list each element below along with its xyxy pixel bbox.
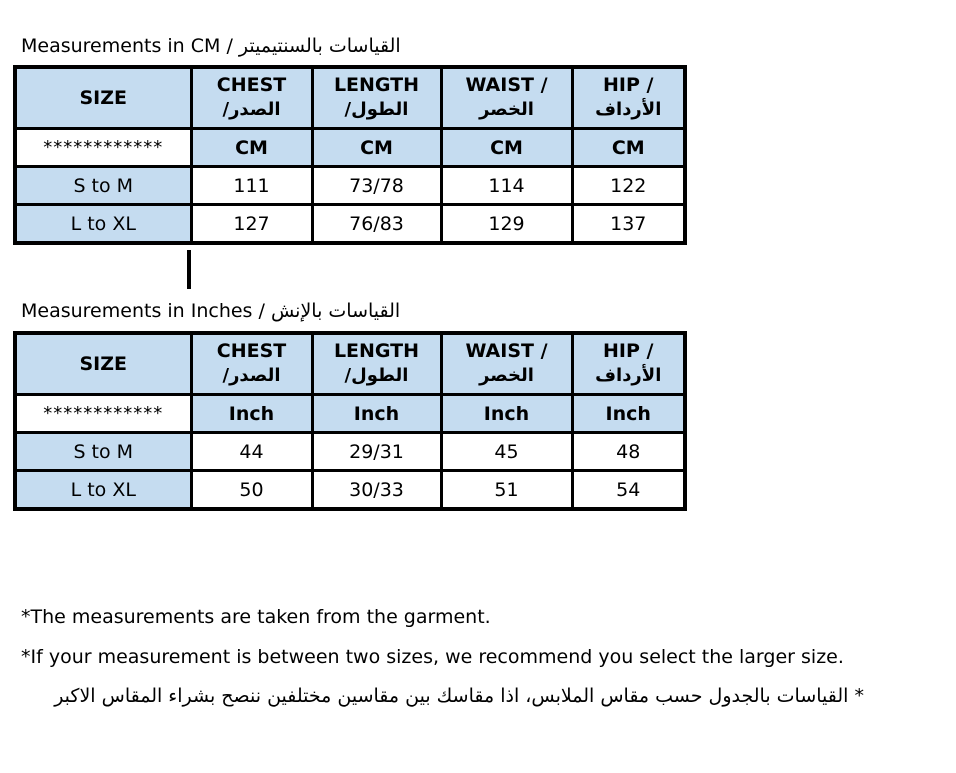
waist-value: 129 <box>441 205 572 244</box>
hip-value: 48 <box>572 433 685 471</box>
table-row <box>15 433 685 471</box>
unit-cell: Inch <box>441 395 572 433</box>
header-waist: WAIST / الخصر <box>441 333 572 395</box>
length-value: 73/78 <box>312 167 441 205</box>
header-hip: HIP / الأرداف <box>572 67 685 129</box>
header-size: SIZE <box>15 67 191 129</box>
chest-value: 44 <box>191 433 312 471</box>
chest-value: 111 <box>191 167 312 205</box>
inch-caption <box>21 299 400 323</box>
unit-cell: Inch <box>191 395 312 433</box>
hip-value: 122 <box>572 167 685 205</box>
cm-caption <box>21 34 401 58</box>
size-label: S to M <box>15 433 191 471</box>
waist-value: 51 <box>441 471 572 510</box>
note-size-recommendation: *If your measurement is between two sizes, we recommend you select the larger size. <box>21 646 844 668</box>
waist-value: 114 <box>441 167 572 205</box>
unit-cell: CM <box>312 129 441 167</box>
hip-value: 54 <box>572 471 685 510</box>
table-row <box>15 471 685 510</box>
note-measurement-source: *The measurements are taken from the garment. <box>21 606 491 628</box>
unit-cell: Inch <box>312 395 441 433</box>
length-value: 76/83 <box>312 205 441 244</box>
inch-size-table <box>13 331 687 511</box>
unit-placeholder: ************ <box>15 395 191 433</box>
header-size: SIZE <box>15 333 191 395</box>
unit-placeholder: ************ <box>15 129 191 167</box>
cm-caption-en: Measurements in CM / <box>21 35 233 57</box>
length-value: 29/31 <box>312 433 441 471</box>
table-divider-stub <box>187 250 191 289</box>
inch-caption-ar: القياسات بالإنش <box>270 300 401 322</box>
cm-size-table <box>13 65 687 245</box>
inch-caption-en: Measurements in Inches / <box>21 300 265 322</box>
unit-cell: CM <box>441 129 572 167</box>
unit-cell: CM <box>191 129 312 167</box>
chest-value: 50 <box>191 471 312 510</box>
table-header-row <box>15 67 685 129</box>
unit-cell: Inch <box>572 395 685 433</box>
header-waist: WAIST / الخصر <box>441 67 572 129</box>
header-hip: HIP / الأرداف <box>572 333 685 395</box>
hip-value: 137 <box>572 205 685 244</box>
header-length: LENGTH الطول/ <box>312 333 441 395</box>
cm-caption-ar: القياسات بالسنتيميتر <box>238 35 401 57</box>
table-row <box>15 167 685 205</box>
size-label: S to M <box>15 167 191 205</box>
header-length: LENGTH الطول/ <box>312 67 441 129</box>
header-chest: CHEST الصدر/ <box>191 67 312 129</box>
unit-row <box>15 395 685 433</box>
note-arabic: * القياسات بالجدول حسب مقاس الملابس، اذا مقاسك بين مقاسين مختلفين ننصح بشراء المقاس الاكبر <box>54 685 864 707</box>
table-header-row <box>15 333 685 395</box>
unit-cell: CM <box>572 129 685 167</box>
chest-value: 127 <box>191 205 312 244</box>
size-label: L to XL <box>15 471 191 510</box>
length-value: 30/33 <box>312 471 441 510</box>
table-row <box>15 205 685 244</box>
unit-row <box>15 129 685 167</box>
header-chest: CHEST الصدر/ <box>191 333 312 395</box>
size-label: L to XL <box>15 205 191 244</box>
waist-value: 45 <box>441 433 572 471</box>
